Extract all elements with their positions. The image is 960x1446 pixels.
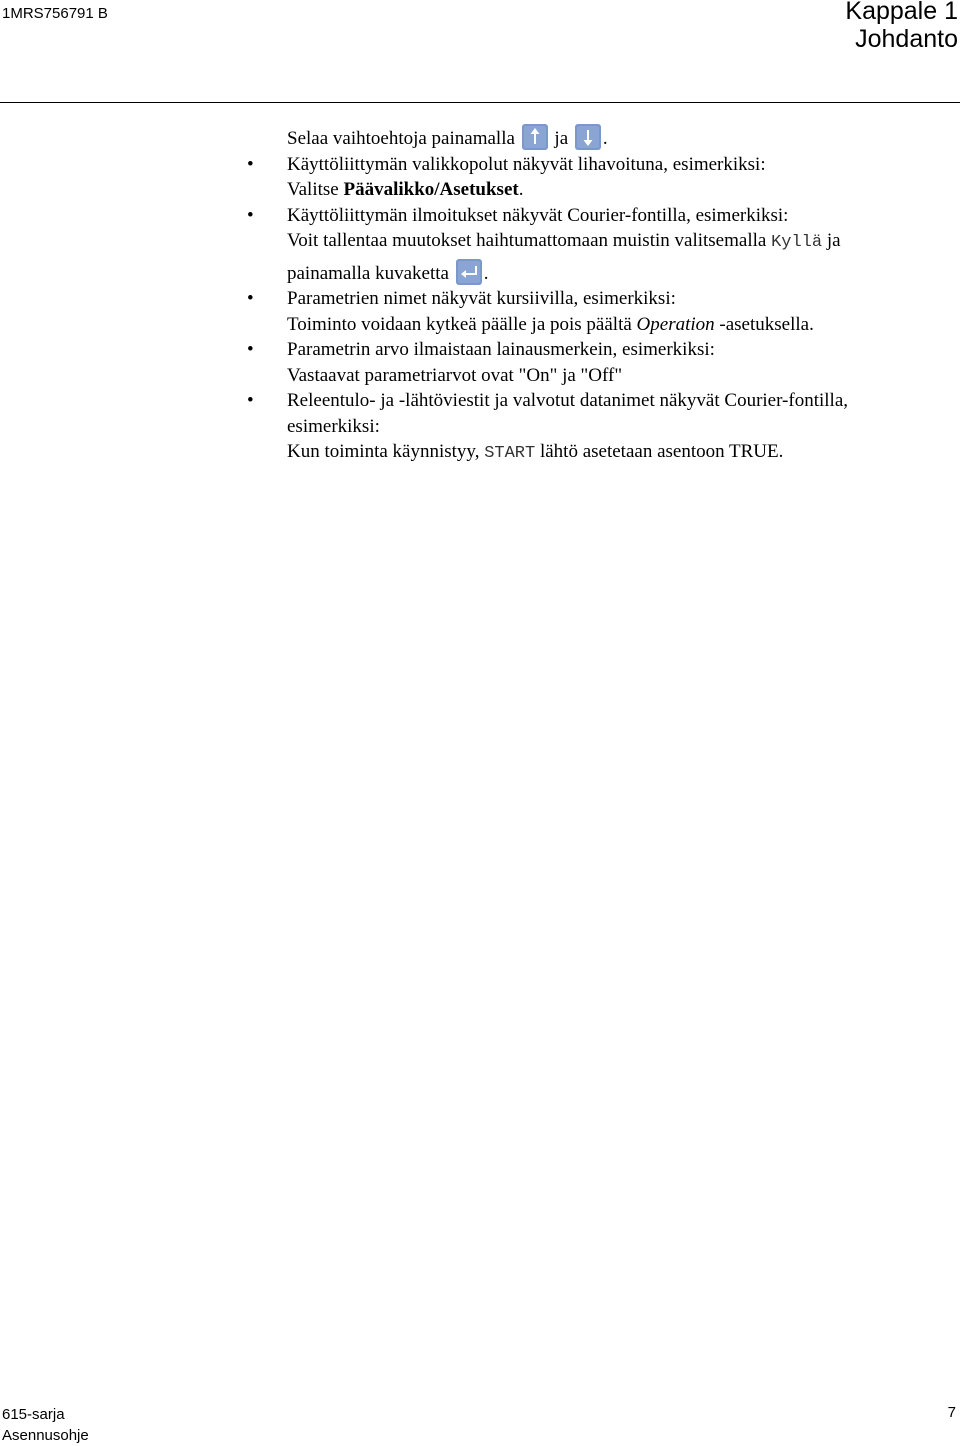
item-text: Toiminto voidaan kytkeä päälle ja pois päältä <box>287 313 637 335</box>
item-line: Parametrin arvo ilmaistaan lainausmerkein, esimerkiksi: <box>287 339 715 360</box>
menu-path-bold: Päävalikko/Asetukset <box>343 179 519 200</box>
list-item <box>247 388 947 467</box>
item-line: Käyttöliittymän valikkopolut näkyvät lihavoituna, esimerkiksi: <box>287 153 766 175</box>
item-line <box>287 259 947 287</box>
bullet: • <box>247 153 254 175</box>
item-text: lähtö asetetaan asentoon TRUE. <box>535 441 784 462</box>
document-code: 1MRS756791 B <box>2 5 108 22</box>
item-line: Vastaavat parametriarvot ovat "On" ja "Off" <box>287 364 623 386</box>
intro-conjunction: ja <box>554 128 569 149</box>
intro-paragraph <box>287 124 947 152</box>
item-text: . <box>518 179 524 200</box>
courier-example: START <box>484 444 536 463</box>
item-text: ja <box>822 230 841 251</box>
item-line: Käyttöliittymän ilmoitukset näkyvät Courier-fontilla, esimerkiksi: <box>287 204 789 226</box>
footer-info <box>2 1404 89 1446</box>
item-text: Voit tallentaa muutokset haihtumattomaan muistin valitsemalla <box>287 230 772 251</box>
item-line <box>287 177 947 203</box>
chapter-number: Kappale 1 <box>845 0 958 25</box>
item-text: painamalla kuvaketta <box>287 262 449 284</box>
chapter-title: Johdanto <box>855 25 958 53</box>
item-line: esimerkiksi: <box>287 415 380 437</box>
intro-period: . <box>602 128 608 149</box>
item-line: Releentulo- ja -lähtöviestit ja valvotut datanimet näkyvät Courier-fontilla, <box>287 390 849 411</box>
list-item <box>247 286 947 337</box>
page-content <box>247 124 947 467</box>
header-rule <box>0 102 960 103</box>
arrow-up-icon <box>522 124 548 150</box>
item-text: -asetuksella. <box>714 313 814 335</box>
item-line <box>287 439 947 467</box>
bullet: • <box>247 204 254 226</box>
item-line: Parametrien nimet näkyvät kursiivilla, esimerkiksi: <box>287 288 676 309</box>
page-number: 7 <box>947 1404 956 1421</box>
list-item <box>247 152 947 203</box>
bullet: • <box>247 339 254 360</box>
item-text: Valitse <box>287 179 344 200</box>
chapter-heading <box>845 0 958 53</box>
product-series: 615-sarja <box>2 1406 65 1423</box>
arrow-down-icon <box>575 124 601 150</box>
manual-name: Asennusohje <box>2 1427 89 1444</box>
list-item <box>247 203 947 287</box>
bullet: • <box>247 288 254 309</box>
parameter-name-italic: Operation <box>636 313 715 335</box>
item-line <box>287 312 947 338</box>
bullet: • <box>247 390 254 411</box>
intro-text: Selaa vaihtoehtoja painamalla <box>287 128 515 149</box>
item-text: . <box>483 262 489 284</box>
courier-example: Kyllä <box>771 233 823 252</box>
list-item <box>247 337 947 388</box>
item-text: Kun toiminta käynnistyy, <box>287 441 485 462</box>
item-line <box>287 228 947 256</box>
enter-icon <box>456 259 482 285</box>
